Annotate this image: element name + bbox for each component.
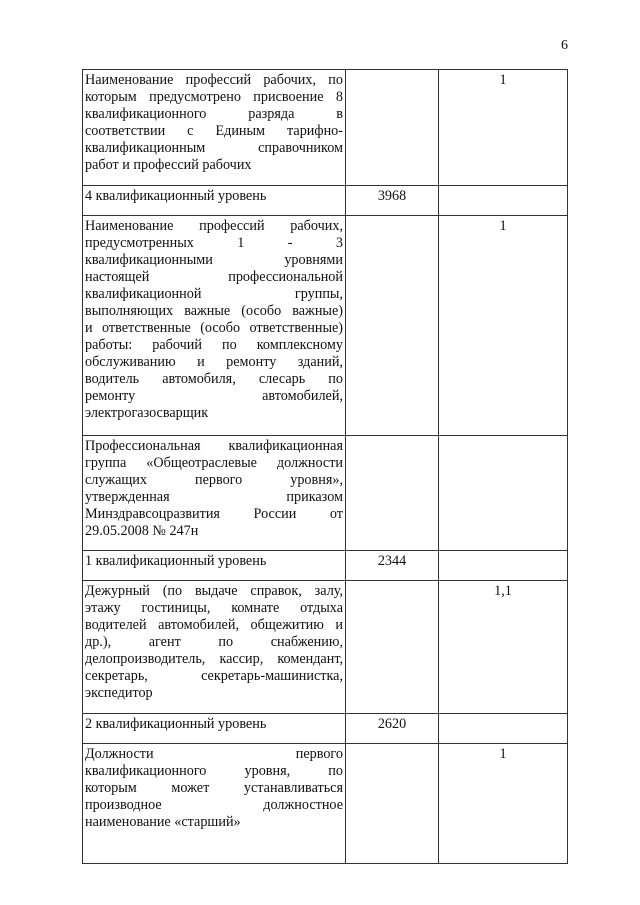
coefficient-cell: 1 [439,216,568,436]
position-name-last-line: наименование «старший» [85,814,241,830]
position-name-line: Дежурный (по выдаче справок, залу, [85,583,343,599]
salary-cell [346,581,439,714]
salary-cell [346,216,439,436]
position-name-cell [83,70,346,186]
position-name-line: работы: рабочий по комплексному [85,337,343,353]
table-row [83,436,568,551]
coefficient-cell: 1 [439,744,568,864]
position-name-line: соответствии с Единым тарифно- [85,123,343,139]
table-row [83,714,568,744]
coefficient-cell: 1 [439,70,568,186]
table-row [83,581,568,714]
coefficient-cell [439,714,568,744]
position-name-line: и ответственные (особо ответственные) [85,320,343,336]
position-name-line: квалификационного разряда в [85,106,343,122]
position-name-line: выполняющих важные (особо важные) [85,303,343,319]
position-name-line: ремонту автомобилей, [85,388,343,404]
position-name-last-line: работ и профессий рабочих [85,157,252,173]
salary-cell [346,744,439,864]
position-name-cell [83,581,346,714]
position-name-line: служащих первого уровня», [85,472,343,488]
position-name-line: квалификационным справочником [85,140,343,156]
salary-cell [346,436,439,551]
position-name-line: Минздравсоцразвития России от [85,506,343,522]
coefficient-cell [439,436,568,551]
table-row [83,186,568,216]
position-name-cell [83,714,346,744]
position-name-last-line: электрогазосварщик [85,405,209,421]
position-name-cell [83,551,346,581]
position-name-line: водитель автомобиля, слесарь по [85,371,343,387]
position-name-last-line: экспедитор [85,685,153,701]
salary-cell: 2620 [346,714,439,744]
position-name-line: квалификационной группы, [85,286,343,302]
table-row [83,551,568,581]
position-name-line: Наименование профессий рабочих, по [85,72,343,88]
position-name-line: которым может устанавливаться [85,780,343,796]
position-name-line: группа «Общеотраслевые должности [85,455,343,471]
position-name-cell [83,436,346,551]
position-name-line: квалификационного уровня, по [85,763,343,779]
position-name-line: Профессиональная квалификационная [85,438,343,454]
position-name-cell [83,186,346,216]
position-name-cell [83,216,346,436]
salary-cell: 3968 [346,186,439,216]
position-name-line: водителей автомобилей, общежитию и [85,617,343,633]
position-name-line: утвержденная приказом [85,489,343,505]
position-name-line: этажу гостиницы, комнате отдыха [85,600,343,616]
qualification-table [82,69,568,864]
salary-cell [346,70,439,186]
page-number: 6 [561,38,568,53]
table-row [83,70,568,186]
position-name-line: настоящей профессиональной [85,269,343,285]
position-name-line: делопроизводитель, кассир, комендант, [85,651,343,667]
table-row [83,744,568,864]
position-name-cell [83,744,346,864]
position-name-line: квалификационными уровнями [85,252,343,268]
position-name-line: Должности первого [85,746,343,762]
position-name-line: др.), агент по снабжению, [85,634,343,650]
table-row [83,216,568,436]
position-name-line: секретарь, секретарь-машинистка, [85,668,343,684]
position-name-last-line: 1 квалификационный уровень [85,553,267,569]
coefficient-cell [439,551,568,581]
position-name-line: предусмотренных 1 - 3 [85,235,343,251]
salary-cell: 2344 [346,551,439,581]
position-name-last-line: 4 квалификационный уровень [85,188,267,204]
coefficient-cell [439,186,568,216]
coefficient-cell: 1,1 [439,581,568,714]
position-name-last-line: 29.05.2008 № 247н [85,523,199,539]
position-name-line: обслуживанию и ремонту зданий, [85,354,343,370]
position-name-line: которым предусмотрено присвоение 8 [85,89,343,105]
position-name-line: Наименование профессий рабочих, [85,218,343,234]
table-body [83,70,568,864]
position-name-line: производное должностное [85,797,343,813]
position-name-last-line: 2 квалификационный уровень [85,716,267,732]
